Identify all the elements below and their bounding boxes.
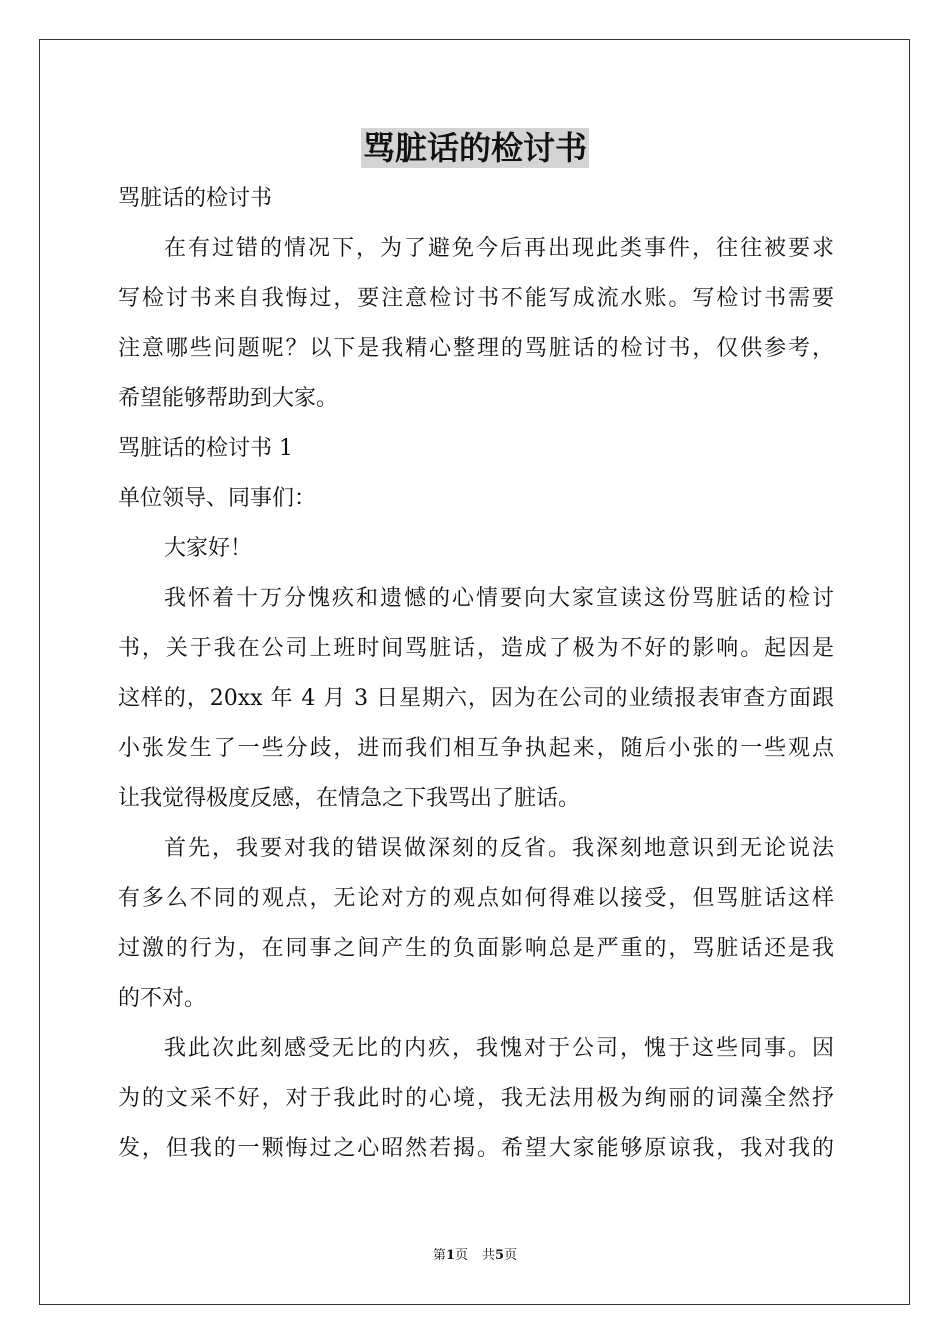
page-number: 1 [445, 1248, 455, 1263]
text-line: 首先，我要对我的错误做深刻的反省。我深刻地意识到无论说法 [164, 836, 834, 861]
page-suffix: 页 [454, 1248, 468, 1263]
text-line: 有多么不同的观点，无论对方的观点如何得难以接受，但骂脏话这样 [118, 886, 834, 911]
text-line: 小张发生了一些分歧，进而我们相互争执起来，随后小张的一些观点 [118, 736, 834, 761]
text-line: 大家好！ [164, 536, 253, 561]
text-line: 我此次此刻感受无比的内疚，我愧对于公司，愧于这些同事。因 [164, 1036, 834, 1061]
document-title: 骂脏话的检讨书 [362, 129, 587, 167]
total-pages: 5 [495, 1248, 505, 1263]
text-line: 发，但我的一颗悔过之心昭然若揭。希望大家能够原谅我，我对我的 [118, 1136, 834, 1161]
text-line: 在有过错的情况下，为了避免今后再出现此类事件，往往被要求 [164, 236, 834, 261]
text-line: 我怀着十万分愧疚和遗憾的心情要向大家宣读这份骂脏话的检讨 [164, 586, 834, 611]
text-line: 骂脏话的检讨书 1 [118, 436, 293, 461]
text-line: 为的文采不好，对于我此时的心境，我无法用极为绚丽的词藻全然抒 [118, 1086, 834, 1111]
text-line: 的不对。 [118, 986, 207, 1011]
page-prefix: 第 [432, 1248, 446, 1263]
text-line: 这样的，20xx 年 4 月 3 日星期六，因为在公司的业绩报表审查方面跟 [118, 686, 834, 711]
total-prefix: 共 [482, 1248, 496, 1263]
text-line: 写检讨书来自我悔过，要注意检讨书不能写成流水账。写检讨书需要 [118, 286, 834, 311]
text-line: 单位领导、同事们： [118, 486, 317, 511]
text-lines [118, 174, 834, 1174]
total-suffix: 页 [504, 1248, 518, 1263]
text-line: 希望能够帮助到大家。 [118, 386, 339, 411]
text-line: 注意哪些问题呢？以下是我精心整理的骂脏话的检讨书，仅供参考， [118, 336, 834, 361]
text-line: 骂脏话的检讨书 [118, 186, 273, 211]
text-line: 过激的行为，在同事之间产生的负面影响总是严重的，骂脏话还是我 [118, 936, 834, 961]
text-line: 让我觉得极度反感，在情急之下我骂出了脏话。 [118, 786, 581, 811]
text-line: 书，关于我在公司上班时间骂脏话，造成了极为不好的影响。起因是 [118, 636, 834, 661]
document-body [118, 174, 834, 1174]
page-footer [0, 1246, 950, 1266]
title-area [0, 128, 950, 168]
